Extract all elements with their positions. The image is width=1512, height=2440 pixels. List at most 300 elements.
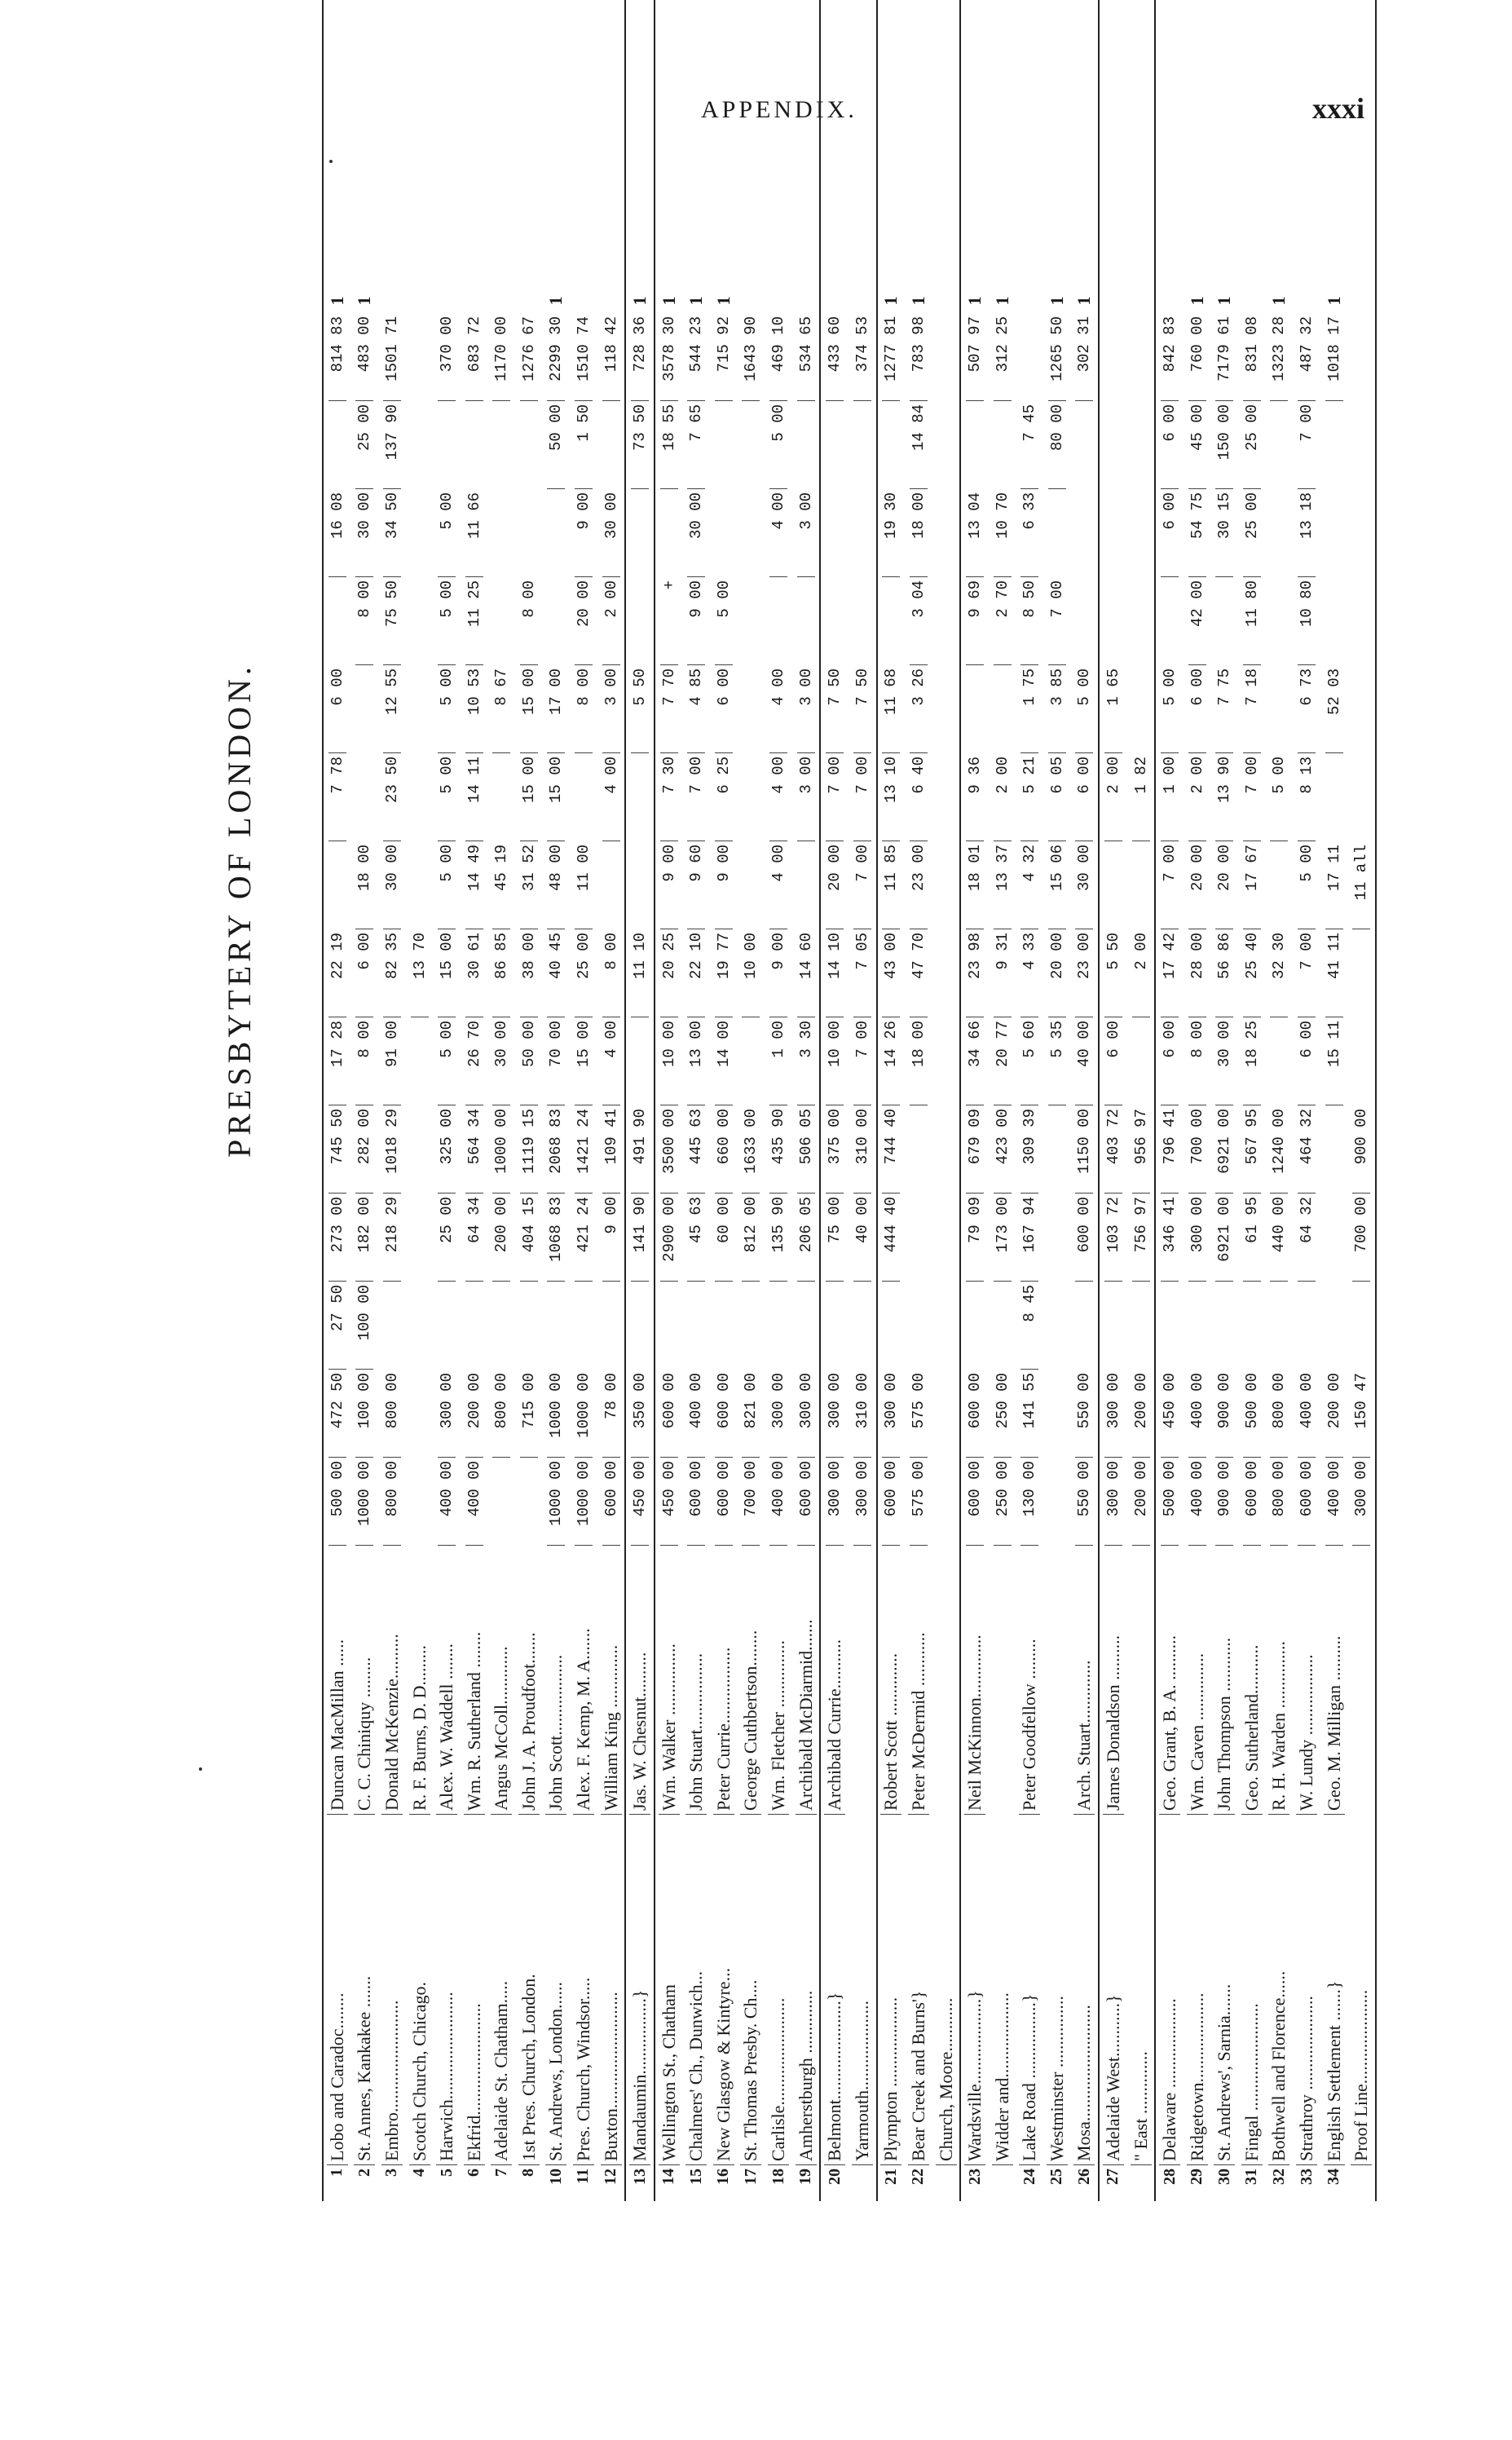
congregation-cell: Scotch Church, Chicago. bbox=[409, 1815, 430, 2165]
table-row bbox=[1238, 0, 1266, 2201]
value-cell: 30 00 bbox=[1075, 841, 1093, 929]
value-cell: 600 00 bbox=[797, 1458, 815, 1546]
table-row bbox=[1211, 0, 1239, 2201]
congregation-cell: Bothwell and Florence...... bbox=[1268, 1815, 1289, 2165]
value-cell: 14 26 bbox=[882, 1017, 900, 1105]
minister-cell: Archibald Currie........... bbox=[824, 1546, 845, 1815]
congregation-cell: Buxton.......................... bbox=[601, 1815, 622, 2165]
value-cell: 50 00 bbox=[520, 1017, 538, 1105]
value-cell: 200 00 bbox=[1132, 1458, 1150, 1546]
table-row bbox=[461, 0, 488, 2201]
value-cell: 15 11 bbox=[1325, 1017, 1343, 1105]
minister-cell: W. Lundy .................. bbox=[1296, 1546, 1317, 1815]
value-cell: 14 10 bbox=[826, 929, 844, 1017]
value-cell: 821 00 bbox=[742, 1370, 760, 1458]
minister-cell: William King .............. bbox=[601, 1546, 622, 1815]
value-cell: 600 00 bbox=[966, 1458, 984, 1546]
value-cell: 15 00 bbox=[547, 753, 565, 841]
table-row bbox=[406, 0, 434, 2201]
value-cell: 70 00 bbox=[547, 1017, 565, 1105]
value-cell: 3578 30 bbox=[660, 313, 678, 401]
value-cell: 404 15 bbox=[520, 1194, 538, 1282]
value-cell: 25 40 bbox=[1243, 929, 1261, 1017]
value-cell: 22 19 bbox=[328, 929, 346, 1017]
value-cell: 1240 00 bbox=[1270, 1105, 1288, 1194]
value-cell: 200 00 bbox=[465, 1370, 483, 1458]
table-row bbox=[989, 0, 1016, 2201]
value-cell: 500 00 bbox=[1243, 1370, 1261, 1458]
value-cell: 8 50 bbox=[1020, 577, 1038, 665]
congregation-cell: Embro......................... bbox=[381, 1815, 403, 2165]
value-cell: 18 01 bbox=[966, 841, 984, 929]
value-cell: 814 83 bbox=[328, 313, 346, 401]
value-cell: 5 00 bbox=[1298, 841, 1316, 929]
value-cell: 282 00 bbox=[355, 1105, 373, 1194]
congregation-cell: Widder and................... bbox=[992, 1815, 1013, 2165]
table-row bbox=[1154, 0, 1184, 2201]
value-cell: 575 00 bbox=[910, 1458, 928, 1546]
value-cell: 600 00 bbox=[966, 1370, 984, 1458]
value-cell: 6 00 bbox=[328, 665, 346, 753]
value-cell: 2299 30 bbox=[547, 313, 565, 401]
value-cell: 100 00 bbox=[355, 1370, 373, 1458]
value-cell: 82 35 bbox=[383, 929, 401, 1017]
value-cell: 472 50 bbox=[328, 1370, 346, 1458]
value-cell: 11 00 bbox=[575, 841, 593, 929]
value-cell: 18 00 bbox=[910, 489, 928, 577]
value-cell: 7 00 bbox=[1243, 753, 1261, 841]
value-cell: 25 00 bbox=[355, 401, 373, 489]
value-cell: 13 90 bbox=[1215, 753, 1233, 841]
value-cell: 61 95 bbox=[1243, 1194, 1261, 1282]
value-cell: 831 08 bbox=[1243, 313, 1261, 401]
value-cell: 14 00 bbox=[715, 1017, 733, 1105]
value-cell: 300 00 bbox=[826, 1370, 844, 1458]
value-cell: 9 00 bbox=[660, 841, 678, 929]
value-cell: 300 00 bbox=[882, 1370, 900, 1458]
value-cell: 550 00 bbox=[1075, 1370, 1093, 1458]
value-cell: 26 70 bbox=[465, 1017, 483, 1105]
value-cell: 118 42 bbox=[602, 313, 620, 401]
value-cell: 300 00 bbox=[1104, 1458, 1122, 1546]
table-row bbox=[570, 0, 597, 2201]
table-row bbox=[1266, 0, 1294, 2201]
value-cell: 1 75 bbox=[1020, 665, 1038, 753]
value-cell: 13 00 bbox=[687, 1017, 705, 1105]
row-number: 19 bbox=[796, 2169, 815, 2185]
value-cell: 206 05 bbox=[797, 1194, 815, 1282]
row-number: 11 bbox=[574, 2169, 593, 2184]
value-cell: 17 67 bbox=[1243, 841, 1261, 929]
value-cell: 450 00 bbox=[631, 1458, 649, 1546]
table-row bbox=[905, 0, 932, 2201]
row-number: 7 bbox=[492, 2169, 510, 2177]
value-cell: 487 32 bbox=[1298, 313, 1316, 401]
value-cell: 300 00 bbox=[1352, 1458, 1370, 1546]
value-cell: 483 00 bbox=[355, 313, 373, 401]
value-cell: 1510 74 bbox=[575, 313, 593, 401]
value-cell: 48 00 bbox=[547, 841, 565, 929]
row-mark: 1 bbox=[685, 296, 707, 306]
value-cell: 6 00 bbox=[1161, 401, 1179, 489]
row-number: 29 bbox=[1188, 2169, 1206, 2185]
value-cell: 4 85 bbox=[687, 665, 705, 753]
row-mark: 1 bbox=[712, 296, 734, 306]
value-cell: 34 66 bbox=[966, 1017, 984, 1105]
value-cell: 1150 00 bbox=[1075, 1105, 1093, 1194]
value-cell: 506 05 bbox=[797, 1105, 815, 1194]
value-cell: 800 00 bbox=[383, 1458, 401, 1546]
value-cell: 1000 00 bbox=[547, 1458, 565, 1546]
value-cell: 1323 28 bbox=[1270, 313, 1288, 401]
row-number: 27 bbox=[1104, 2169, 1122, 2185]
congregation-cell: " East .............. bbox=[1131, 1815, 1152, 2165]
value-cell: 5 21 bbox=[1020, 753, 1038, 841]
value-cell: 12 55 bbox=[383, 665, 401, 753]
value-cell: 38 00 bbox=[520, 929, 538, 1017]
row-mark: 1 bbox=[880, 296, 901, 306]
value-cell: 8 13 bbox=[1298, 753, 1316, 841]
value-cell: 600 00 bbox=[715, 1458, 733, 1546]
congregation-cell: Ekfrid......................... bbox=[464, 1815, 485, 2165]
table-body bbox=[324, 0, 1375, 2201]
value-cell: 7 50 bbox=[826, 665, 844, 753]
row-mark: 1 bbox=[1268, 296, 1289, 306]
value-cell: 218 29 bbox=[383, 1194, 401, 1282]
value-cell: 8 00 bbox=[1188, 1017, 1206, 1105]
value-cell: 8 00 bbox=[575, 665, 593, 753]
row-mark: 1 bbox=[907, 296, 928, 306]
value-cell: 6 73 bbox=[1298, 665, 1316, 753]
value-cell: 17 00 bbox=[547, 665, 565, 753]
row-number: 25 bbox=[1047, 2169, 1066, 2185]
congregation-cell: New Glasgow & Kintyre... bbox=[713, 1815, 734, 2165]
value-cell: 6 25 bbox=[715, 753, 733, 841]
value-cell: 744 40 bbox=[882, 1105, 900, 1194]
value-cell: 10 70 bbox=[994, 489, 1012, 577]
value-cell: 4 33 bbox=[1020, 929, 1038, 1017]
value-cell: 30 15 bbox=[1215, 489, 1233, 577]
value-cell: 400 00 bbox=[1298, 1370, 1316, 1458]
value-cell: 9 69 bbox=[966, 577, 984, 665]
value-cell: 900 00 bbox=[1352, 1105, 1370, 1194]
value-cell: 435 90 bbox=[769, 1105, 787, 1194]
value-cell: 956 97 bbox=[1132, 1105, 1150, 1194]
value-cell: 3 04 bbox=[910, 577, 928, 665]
congregation-cell: Chalmers' Ch., Dunwich... bbox=[685, 1815, 707, 2165]
page-number: xxxi bbox=[1312, 92, 1365, 125]
value-cell: 30 00 bbox=[383, 841, 401, 929]
row-number: 8 bbox=[519, 2169, 538, 2177]
value-cell: 9 36 bbox=[966, 753, 984, 841]
value-cell: 5 00 bbox=[1075, 665, 1093, 753]
value-cell: 300 00 bbox=[438, 1370, 456, 1458]
congregation-cell: Carlisle........................ bbox=[768, 1815, 789, 2165]
value-cell: 19 30 bbox=[882, 489, 900, 577]
value-cell: 60 00 bbox=[715, 1194, 733, 1282]
value-cell: 469 10 bbox=[769, 313, 787, 401]
value-cell: 103 72 bbox=[1104, 1194, 1122, 1282]
value-cell: 1421 24 bbox=[575, 1105, 593, 1194]
value-cell: 8 00 bbox=[355, 1017, 373, 1105]
congregation-cell: Wellington St., Chatham bbox=[659, 1815, 680, 2165]
row-number: 16 bbox=[714, 2169, 733, 2185]
value-cell: 1 00 bbox=[1161, 753, 1179, 841]
value-cell: 40 00 bbox=[853, 1194, 871, 1282]
value-cell: 10 00 bbox=[826, 1017, 844, 1105]
value-cell: 27 50 bbox=[328, 1282, 346, 1370]
value-cell: 75 50 bbox=[383, 577, 401, 665]
value-cell: 3 00 bbox=[797, 665, 815, 753]
value-cell: 370 00 bbox=[438, 313, 456, 401]
congregation-cell: Adelaide St. Chatham..... bbox=[491, 1815, 512, 2165]
value-cell: 6 00 bbox=[715, 665, 733, 753]
value-cell: 309 39 bbox=[1020, 1105, 1038, 1194]
value-cell: 310 00 bbox=[853, 1105, 871, 1194]
congregation-cell: Ridgetown.................... bbox=[1187, 1815, 1208, 2165]
value-cell: 796 41 bbox=[1161, 1105, 1179, 1194]
value-cell: 800 00 bbox=[1270, 1370, 1288, 1458]
value-cell: 273 00 bbox=[328, 1194, 346, 1282]
value-cell: 400 00 bbox=[438, 1458, 456, 1546]
value-cell: 7 50 bbox=[853, 665, 871, 753]
row-number: 24 bbox=[1020, 2169, 1038, 2185]
value-cell: 7 00 bbox=[1298, 929, 1316, 1017]
value-cell: 43 00 bbox=[882, 929, 900, 1017]
value-cell: 64 34 bbox=[465, 1194, 483, 1282]
value-cell: 100 00 bbox=[355, 1282, 373, 1370]
value-cell: 500 00 bbox=[328, 1458, 346, 1546]
table-row bbox=[1184, 0, 1211, 2201]
value-cell: 25 00 bbox=[438, 1194, 456, 1282]
value-cell: 4 32 bbox=[1020, 841, 1038, 929]
minister-cell: Geo. M. Milligan .......... bbox=[1324, 1546, 1345, 1815]
value-cell: 6 00 bbox=[1104, 1017, 1122, 1105]
value-cell: 13 10 bbox=[882, 753, 900, 841]
value-cell: 4 00 bbox=[769, 841, 787, 929]
value-cell: 10 00 bbox=[742, 929, 760, 1017]
congregation-cell: Mandaumin.................} bbox=[629, 1815, 650, 2165]
value-cell: 400 00 bbox=[769, 1458, 787, 1546]
row-number: 28 bbox=[1160, 2169, 1179, 2185]
row-number: 34 bbox=[1325, 2169, 1343, 2185]
value-cell: 300 00 bbox=[1188, 1194, 1206, 1282]
value-cell: 17 42 bbox=[1161, 929, 1179, 1017]
row-number: 5 bbox=[437, 2169, 456, 2177]
value-cell: 7 00 bbox=[1161, 841, 1179, 929]
minister-cell: Peter Goodfellow ......... bbox=[1019, 1546, 1040, 1815]
value-cell: 75 00 bbox=[826, 1194, 844, 1282]
value-cell: 6 00 bbox=[1161, 1017, 1179, 1105]
value-cell: 440 00 bbox=[1270, 1194, 1288, 1282]
table-row bbox=[738, 0, 765, 2201]
value-cell: 10 53 bbox=[465, 665, 483, 753]
value-cell: 14 49 bbox=[465, 841, 483, 929]
value-cell: 3 00 bbox=[602, 665, 620, 753]
row-number: 30 bbox=[1214, 2169, 1233, 2185]
value-cell: 16 08 bbox=[328, 489, 346, 577]
value-cell: 7 65 bbox=[687, 401, 705, 489]
value-cell: 22 10 bbox=[687, 929, 705, 1017]
value-cell: 5 00 bbox=[438, 1017, 456, 1105]
value-cell: 300 00 bbox=[769, 1370, 787, 1458]
value-cell: 800 00 bbox=[383, 1370, 401, 1458]
value-cell: 45 19 bbox=[492, 841, 510, 929]
congregation-cell: Fingal ........................ bbox=[1241, 1815, 1263, 2165]
value-cell: 1643 90 bbox=[742, 313, 760, 401]
congregation-cell: Bear Creek and Burns'} bbox=[908, 1815, 929, 2165]
value-cell: 200 00 bbox=[1325, 1370, 1343, 1458]
minister-cell: John J. A. Proudfoot....... bbox=[518, 1546, 540, 1815]
minister-cell: Robert Scott .............. bbox=[880, 1546, 901, 1815]
congregation-cell: St. Annes, Kankakee ....... bbox=[354, 1815, 375, 2165]
value-cell: 1265 50 bbox=[1048, 313, 1066, 401]
value-cell: 13 04 bbox=[966, 489, 984, 577]
minister-cell: Alex. W. Waddell ........ bbox=[436, 1546, 457, 1815]
value-cell: 507 97 bbox=[966, 313, 984, 401]
value-cell: 5 00 bbox=[769, 401, 787, 489]
row-mark: 1 bbox=[545, 296, 566, 306]
minister-cell: Peter Currie................. bbox=[713, 1546, 734, 1815]
table-row bbox=[792, 0, 820, 2201]
value-cell: 200 00 bbox=[492, 1194, 510, 1282]
row-mark: 1 bbox=[629, 296, 650, 306]
value-cell: 403 72 bbox=[1104, 1105, 1122, 1194]
value-cell: 2 70 bbox=[994, 577, 1012, 665]
value-cell: 5 35 bbox=[1048, 1017, 1066, 1105]
congregation-cell: Lake Road .................} bbox=[1019, 1815, 1040, 2165]
value-cell: 5 00 bbox=[1161, 665, 1179, 753]
table-row bbox=[959, 0, 989, 2201]
row-mark: 1 bbox=[1046, 296, 1067, 306]
value-cell: 15 06 bbox=[1048, 841, 1066, 929]
value-cell: 19 77 bbox=[715, 929, 733, 1017]
value-cell: 30 00 bbox=[492, 1017, 510, 1105]
value-cell: 7 00 bbox=[853, 841, 871, 929]
value-cell: 2 00 bbox=[602, 577, 620, 665]
value-cell: 5 00 bbox=[438, 753, 456, 841]
congregation-cell: Church, Moore............ bbox=[936, 1815, 957, 2165]
row-mark: 1 bbox=[1073, 296, 1095, 306]
minister-cell: John Scott.................. bbox=[545, 1546, 566, 1815]
value-cell: 564 34 bbox=[465, 1105, 483, 1194]
table-row bbox=[1016, 0, 1043, 2201]
value-cell: 2 00 bbox=[994, 753, 1012, 841]
value-cell: 1018 17 bbox=[1325, 313, 1343, 401]
value-cell: 715 92 bbox=[715, 313, 733, 401]
value-cell: 25 00 bbox=[1243, 489, 1261, 577]
value-cell: 6 40 bbox=[910, 753, 928, 841]
value-cell: 18 00 bbox=[355, 841, 373, 929]
value-cell: 10 80 bbox=[1298, 577, 1316, 665]
value-cell: 45 00 bbox=[1188, 401, 1206, 489]
value-cell: 13 18 bbox=[1298, 489, 1316, 577]
value-cell: 900 00 bbox=[1215, 1458, 1233, 1546]
value-cell: 1276 67 bbox=[520, 313, 538, 401]
table-row bbox=[849, 0, 876, 2201]
value-cell: 56 86 bbox=[1215, 929, 1233, 1017]
value-cell: 6 00 bbox=[1188, 665, 1206, 753]
value-cell: 7 45 bbox=[1020, 401, 1038, 489]
table-row bbox=[487, 0, 515, 2201]
table-row bbox=[351, 0, 379, 2201]
value-cell: 900 00 bbox=[1215, 1370, 1233, 1458]
value-cell: 8 00 bbox=[355, 577, 373, 665]
congregation-cell: Mosa.......................... bbox=[1073, 1815, 1095, 2165]
value-cell: 400 00 bbox=[687, 1370, 705, 1458]
minister-cell: C. C. Chiniquy ......... bbox=[354, 1546, 375, 1815]
table-row bbox=[1347, 0, 1375, 2201]
value-cell: 679 09 bbox=[966, 1105, 984, 1194]
congregation-cell: Delaware .................... bbox=[1159, 1815, 1180, 2165]
value-cell: 9 00 bbox=[575, 489, 593, 577]
table-row bbox=[654, 0, 683, 2201]
value-cell: 1000 00 bbox=[575, 1458, 593, 1546]
value-cell: 173 00 bbox=[994, 1194, 1012, 1282]
congregation-cell: St. Andrews, London...... bbox=[545, 1815, 566, 2165]
value-cell: 20 25 bbox=[660, 929, 678, 1017]
table-row bbox=[597, 0, 625, 2201]
table-row bbox=[876, 0, 906, 2201]
value-cell: 600 00 bbox=[660, 1370, 678, 1458]
minister-cell: Peter McDermid ............ bbox=[908, 1546, 929, 1815]
value-cell: 30 61 bbox=[465, 929, 483, 1017]
value-cell: 1170 00 bbox=[492, 313, 510, 401]
row-number: 23 bbox=[965, 2169, 984, 2185]
value-cell: 421 24 bbox=[575, 1194, 593, 1282]
table-row bbox=[1320, 0, 1348, 2201]
value-cell: 1068 83 bbox=[547, 1194, 565, 1282]
value-cell: 250 00 bbox=[994, 1458, 1012, 1546]
value-cell: 433 60 bbox=[826, 313, 844, 401]
value-cell: 13 37 bbox=[994, 841, 1012, 929]
row-number: 1 bbox=[328, 2169, 346, 2177]
value-cell: 14 84 bbox=[910, 401, 928, 489]
row-mark: 1 bbox=[1323, 296, 1344, 306]
table-row bbox=[710, 0, 738, 2201]
minister-cell: Neil McKinnon.............. bbox=[964, 1546, 985, 1815]
value-cell: 700 00 bbox=[1352, 1194, 1370, 1282]
value-cell: 1018 29 bbox=[383, 1105, 401, 1194]
value-cell: 600 00 bbox=[715, 1370, 733, 1458]
value-cell: 3500 00 bbox=[660, 1105, 678, 1194]
congregation-cell: Westminster ................ bbox=[1047, 1815, 1068, 2165]
row-number: 6 bbox=[465, 2169, 483, 2177]
value-cell: 11 all bbox=[1352, 841, 1370, 929]
table-row bbox=[819, 0, 849, 2201]
minister-cell: John Stuart................. bbox=[685, 1546, 707, 1815]
value-cell: 30 00 bbox=[355, 489, 373, 577]
value-cell: 1633 00 bbox=[742, 1105, 760, 1194]
value-cell: 25 00 bbox=[1243, 401, 1261, 489]
value-cell: 15 00 bbox=[520, 753, 538, 841]
value-cell: 18 55 bbox=[660, 401, 678, 489]
row-number: 20 bbox=[825, 2169, 844, 2185]
congregation-cell: Amherstburgh .............. bbox=[796, 1815, 817, 2165]
value-cell: 7 00 bbox=[1048, 577, 1066, 665]
row-number: 26 bbox=[1074, 2169, 1093, 2185]
row-mark: 1 bbox=[964, 296, 985, 306]
row-number: 31 bbox=[1242, 2169, 1261, 2185]
value-cell: 3 85 bbox=[1048, 665, 1066, 753]
value-cell: 7 70 bbox=[660, 665, 678, 753]
value-cell: 812 00 bbox=[742, 1194, 760, 1282]
value-cell: 300 00 bbox=[853, 1458, 871, 1546]
value-cell: 18 00 bbox=[910, 1017, 928, 1105]
row-number: 12 bbox=[602, 2169, 620, 2185]
row-number: 22 bbox=[909, 2169, 928, 2185]
value-cell: 700 00 bbox=[742, 1458, 760, 1546]
